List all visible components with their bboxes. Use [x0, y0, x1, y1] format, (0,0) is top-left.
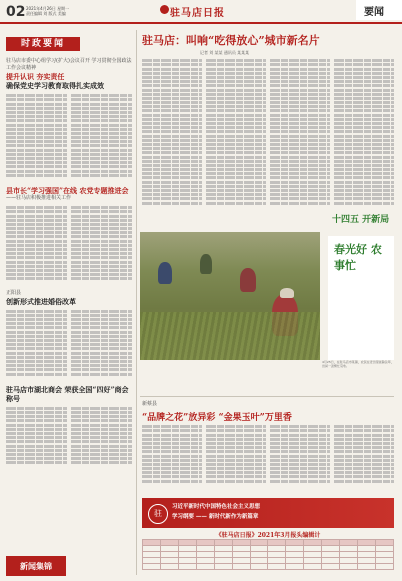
main-headline: 驻马店：叫响“吃得放心”城市新名片	[142, 34, 320, 47]
article1-body	[6, 93, 132, 178]
table-title: 《驻马店日报》2021年3月报头编辑计	[215, 532, 321, 539]
wheat-field	[140, 312, 320, 360]
article1-kicker: 驻马店市委中心组学习(扩大)会议召开 学习贯彻全国政法工作会议精神	[6, 58, 132, 71]
field-photo	[140, 232, 320, 360]
page-number: 02	[6, 4, 26, 20]
editor-line: 责任编辑 刘 版式 美编	[26, 11, 66, 16]
article2-headline: 县市长“学习强国”在线 农党专题推进会	[6, 185, 129, 195]
article3-body	[6, 309, 132, 377]
table-row	[143, 564, 394, 570]
date-info	[26, 6, 86, 16]
second-headline: “品牌之花”放异彩 “金果玉叶”万里香	[142, 413, 292, 423]
photo-caption: 4月25日，在驻马店市某镇，农民在麦田里拔除杂草，田间一派繁忙景象。	[322, 360, 394, 368]
photo-slogan-box	[328, 236, 394, 360]
section-tab	[356, 0, 402, 20]
banner-line2: 学习纲要 —— 新时代新作为新篇章	[172, 514, 259, 520]
column-banner: 时政要闻	[6, 37, 80, 51]
farmer-figure	[240, 268, 256, 292]
article3-kicker: 正阳县	[6, 289, 22, 296]
section-divider	[140, 396, 394, 397]
slogan-text: 春光好 农事忙	[334, 243, 382, 272]
second-kicker: 新蔡县	[142, 401, 158, 407]
article1-headline: 确保党史学习教育取得扎实成效	[6, 81, 104, 90]
footer-tag: 新闻集锦	[6, 556, 66, 576]
header-rule	[0, 22, 402, 24]
farmer-figure	[158, 262, 172, 284]
paper-name: 驻马店日报	[170, 8, 225, 19]
section-label: 要闻	[364, 7, 384, 18]
article4-body	[6, 406, 132, 466]
date-line: 2021年4月26日 星期一	[26, 6, 70, 11]
article2-kicker: ——驻马店积极推进相关工作	[6, 194, 72, 201]
study-banner	[142, 498, 394, 528]
schedule-table	[142, 539, 394, 570]
column-divider	[136, 30, 137, 575]
hat	[280, 288, 294, 298]
banner-badge: 驻	[148, 504, 168, 524]
second-body	[142, 424, 394, 484]
series-banner: 十四五 开新局	[332, 215, 390, 225]
farmer-figure	[200, 254, 212, 274]
article4-headline: 驻马店市湖北商会 荣获全国“四好”商会称号	[6, 384, 129, 403]
main-byline: 记者 刘 某某 通讯员 某某某	[200, 50, 250, 55]
article2-body	[6, 205, 132, 282]
article1-headline-red: 提升认识 夯实责任	[6, 72, 65, 81]
main-body	[142, 58, 394, 206]
banner-line1: 习近平新时代中国特色社会主义思想	[172, 504, 261, 510]
paper-logo-icon	[160, 5, 169, 14]
article3-headline: 创新形式推进婚俗改革	[6, 296, 76, 306]
left-column	[6, 58, 132, 466]
